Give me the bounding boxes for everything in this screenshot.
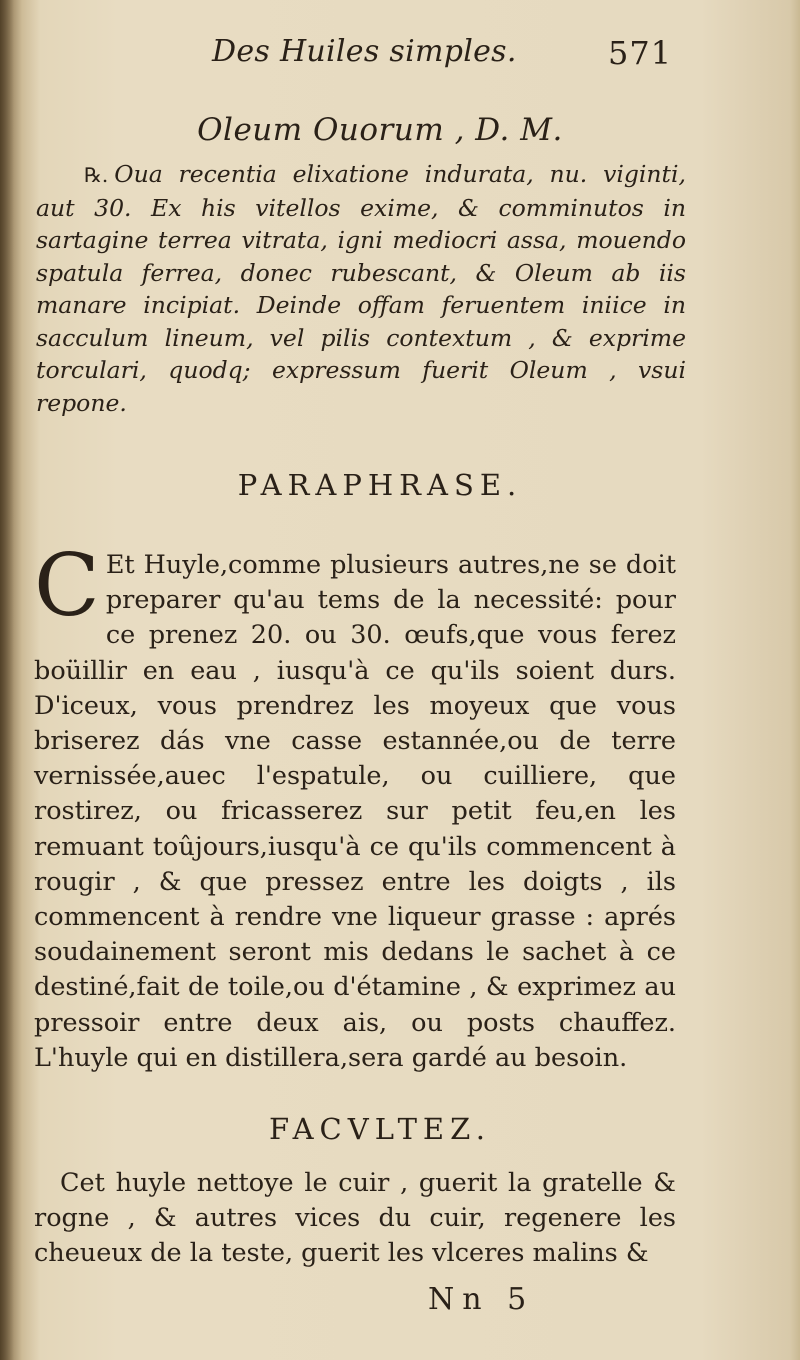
facultez-heading: FACVLTEZ.: [269, 1112, 491, 1146]
latin-paragraph: [36, 158, 686, 419]
latin-text: Oua recentia elixatione indurata, nu. viginti, aut 30. Ex his vitellos exime, & comminutos in sartagine terrea vitrata, igni mediocri assa, mouendo spatula ferrea, donec rubescant, & Oleum ab iis manare incipiat. Deinde offam feruentem iniice in sacculum lineum, vel pilis contextum , & exprime torculari, quodq; expressum fuerit Oleum , vsui repone.: [36, 160, 686, 417]
recipe-symbol: ℞.: [84, 163, 109, 187]
recipe-title: Oleum Ouorum , D. M.: [197, 112, 563, 148]
binding-shadow: [0, 0, 14, 1360]
latin-recipe: [36, 158, 686, 419]
paraphrase-text: Et Huyle,comme plusieurs autres,ne se doit preparer qu'au tems de la necessité: pour ce prenez 20. ou 30. œufs,que vous ferez boüillir en eau , iusqu'à ce qu'ils soient durs. D'iceux, vous prendrez les moyeux que vous briserez dás vne casse estannée,ou de terre vernissée,auec l'espatule, ou cuilliere, que rostirez, ou fricasserez sur petit feu,en les remuant toûjours,iusqu'à ce qu'ils commencent à rougir , & que pressez entre les doigts , ils commencent à rendre vne liqueur grasse : aprés soudainement seront mis dedans le sachet à ce destiné,fait de toile,ou d'étamine , & exprimez au pressoir entre deux ais, ou posts chauffez. L'huyle qui en distillera,sera gardé au besoin.: [34, 550, 676, 1073]
page-header: [0, 22, 800, 82]
running-head: Des Huiles simples.: [212, 34, 517, 69]
paraphrase-heading: PARAPHRASE.: [237, 468, 523, 502]
facultez-body: [34, 1166, 676, 1272]
paraphrase-body: [34, 536, 676, 1076]
drop-cap: C: [34, 536, 100, 636]
page-number: 571: [608, 34, 673, 72]
signature-mark: Nn 5: [428, 1282, 535, 1317]
paraphrase-paragraph: [34, 536, 676, 1076]
facultez-text: Cet huyle nettoye le cuir , guerit la gratelle & rogne , & autres vices du cuir, regenere les cheueux de la teste, guerit les vlceres malins &: [34, 1168, 676, 1269]
